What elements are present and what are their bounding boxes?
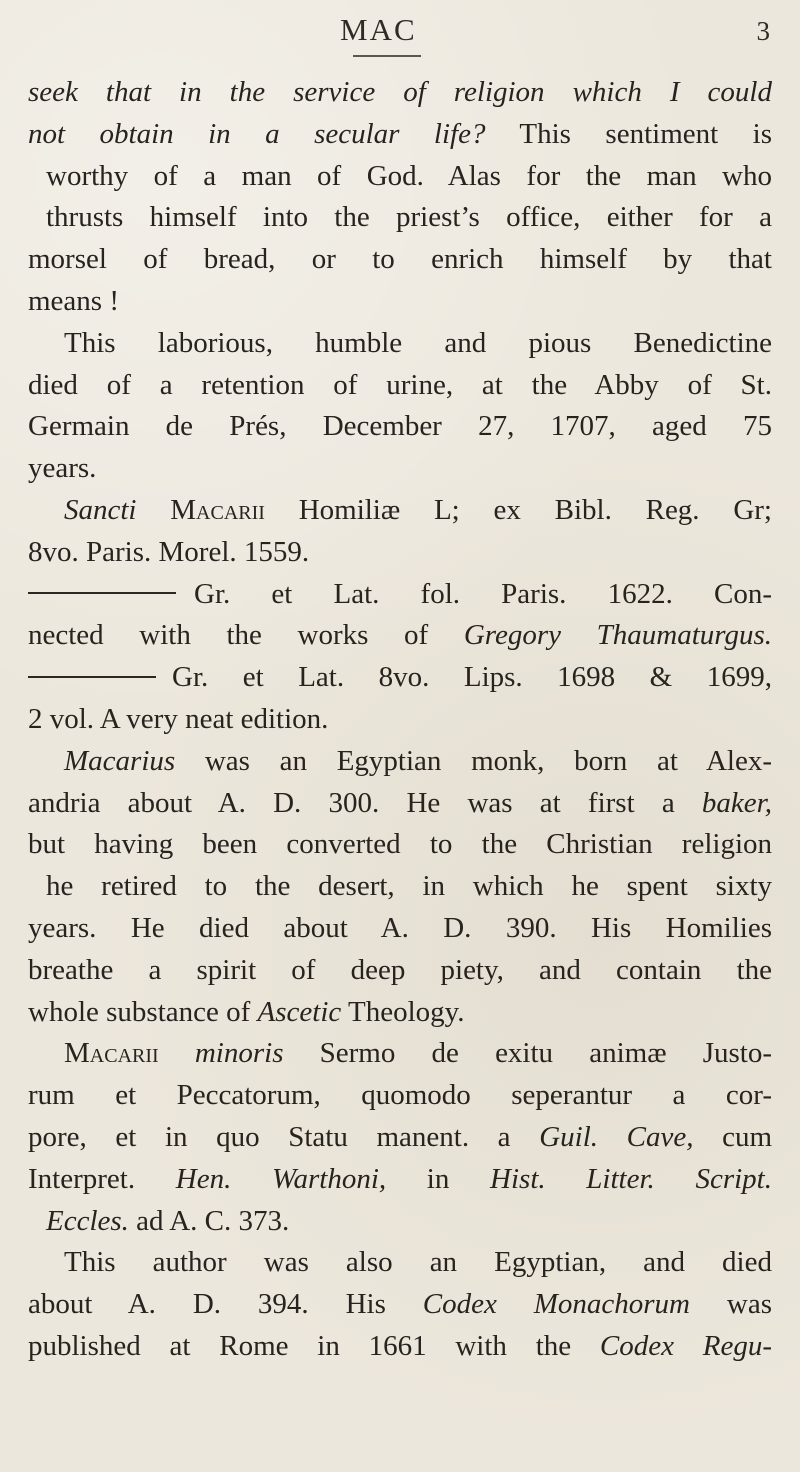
text-line-13 xyxy=(28,574,772,616)
text-line-5: morsel of bread, or to enrich himself by that xyxy=(28,243,772,276)
text-line-10: years. xyxy=(28,452,97,485)
text-line-27 xyxy=(28,1159,772,1201)
text-line-11 xyxy=(28,490,772,532)
text-line-31-part-1: published at Rome in 1661 with the xyxy=(28,1329,600,1362)
text-line-31-part-2: Codex Regu- xyxy=(599,1329,772,1362)
text-line-27-part-2: Hen. Warthoni, xyxy=(175,1162,387,1195)
text-line-15 xyxy=(28,657,772,699)
text-line-3: worthy of a man of God. Alas for the man who xyxy=(46,159,772,192)
text-line-2-part-2: This sentiment is xyxy=(485,117,772,150)
text-line-18-part-2: baker, xyxy=(701,786,772,819)
text-line-13-text: Gr. et Lat. fol. Paris. 1622. Con- xyxy=(194,577,772,610)
text-line-12: 8vo. Paris. Morel. 1559. xyxy=(28,535,310,568)
text-line-24-part-1: Macarii xyxy=(64,1037,159,1070)
page-body xyxy=(28,72,772,1368)
text-line-30-part-3: was xyxy=(690,1288,772,1321)
text-line-2 xyxy=(28,114,772,156)
text-line-20: he retired to the desert, in which he spent sixty xyxy=(46,870,772,903)
text-line-30-part-2: Codex Monachorum xyxy=(422,1288,690,1321)
text-line-30 xyxy=(28,1284,772,1326)
text-line-11-part-1: Sancti xyxy=(64,493,171,526)
text-line-2-part-1: not obtain in a secular life? xyxy=(28,117,486,150)
text-line-23-part-2: Ascetic xyxy=(257,995,342,1028)
header-rule xyxy=(353,55,421,57)
text-line-26-part-3: cum xyxy=(693,1120,772,1153)
text-line-9: Germain de Prés, December 27, 1707, aged 75 xyxy=(28,410,772,443)
text-line-17-part-1: Macarius xyxy=(64,744,176,777)
text-line-28-part-2: ad A. C. 373. xyxy=(128,1204,290,1237)
text-line-21: years. He died about A. D. 390. His Homilies xyxy=(28,911,772,944)
text-line-26-part-2: Guil. Cave, xyxy=(539,1120,694,1153)
text-line-23 xyxy=(28,992,772,1034)
page-header xyxy=(0,4,800,54)
ditto-rule-1 xyxy=(28,592,176,594)
text-line-4: thrusts himself into the priest’s office, either for a xyxy=(46,201,772,234)
text-line-7: This laborious, humble and pious Benedictine xyxy=(64,326,772,359)
text-line-1: seek that in the service of religion which I could xyxy=(28,76,772,108)
text-line-6: means ! xyxy=(28,284,119,317)
text-line-14 xyxy=(28,615,772,657)
text-line-27-part-1: Interpret. xyxy=(28,1162,176,1195)
text-line-19: but having been converted to the Christian religion xyxy=(28,828,772,861)
text-line-24-part-3: Sermo de exitu animæ Justo- xyxy=(283,1037,772,1070)
text-line-17 xyxy=(28,741,772,783)
text-line-23-part-3: Theology. xyxy=(341,995,465,1028)
text-line-15-text: Gr. et Lat. 8vo. Lips. 1698 & 1699, xyxy=(172,661,772,694)
text-line-31 xyxy=(28,1326,772,1368)
text-line-22: breathe a spirit of deep piety, and contain the xyxy=(28,953,772,986)
text-line-23-part-1: whole substance of xyxy=(28,995,258,1028)
text-line-18-part-1: andria about A. D. 300. He was at first a xyxy=(28,786,702,819)
text-line-18 xyxy=(28,783,772,825)
page-number: 3 xyxy=(756,16,770,46)
text-line-8: died of a retention of urine, at the Abby of St. xyxy=(28,368,772,401)
text-line-25: rum et Peccatorum, quomodo seperantur a cor- xyxy=(28,1079,772,1112)
text-line-26 xyxy=(28,1117,772,1159)
text-line-27-part-3: in xyxy=(386,1162,491,1195)
text-line-29: This author was also an Egyptian, and died xyxy=(64,1246,772,1279)
text-line-26-part-1: pore, et in quo Statu manent. a xyxy=(28,1120,540,1153)
running-head: MAC xyxy=(340,12,417,47)
text-line-30-part-1: about A. D. 394. His xyxy=(28,1288,423,1321)
text-line-28 xyxy=(28,1201,772,1243)
text-line-14-part-2: Gregory Thaumaturgus. xyxy=(463,619,773,652)
text-line-11-part-2: Macarii xyxy=(170,493,265,526)
text-line-16: 2 vol. A very neat edition. xyxy=(28,702,329,735)
text-line-11-part-3: Homiliæ L; ex Bibl. Reg. Gr; xyxy=(264,493,772,526)
ditto-rule-2 xyxy=(28,676,156,678)
text-line-17-part-2: was an Egyptian monk, born at Alex- xyxy=(175,744,772,777)
text-line-27-part-4: Hist. Litter. Script. xyxy=(490,1162,772,1195)
text-line-28-part-1: Eccles. xyxy=(46,1204,129,1237)
text-line-24-part-2: minoris xyxy=(158,1037,284,1070)
text-line-14-part-1: nected with the works of xyxy=(28,619,464,652)
text-line-24 xyxy=(28,1033,772,1075)
